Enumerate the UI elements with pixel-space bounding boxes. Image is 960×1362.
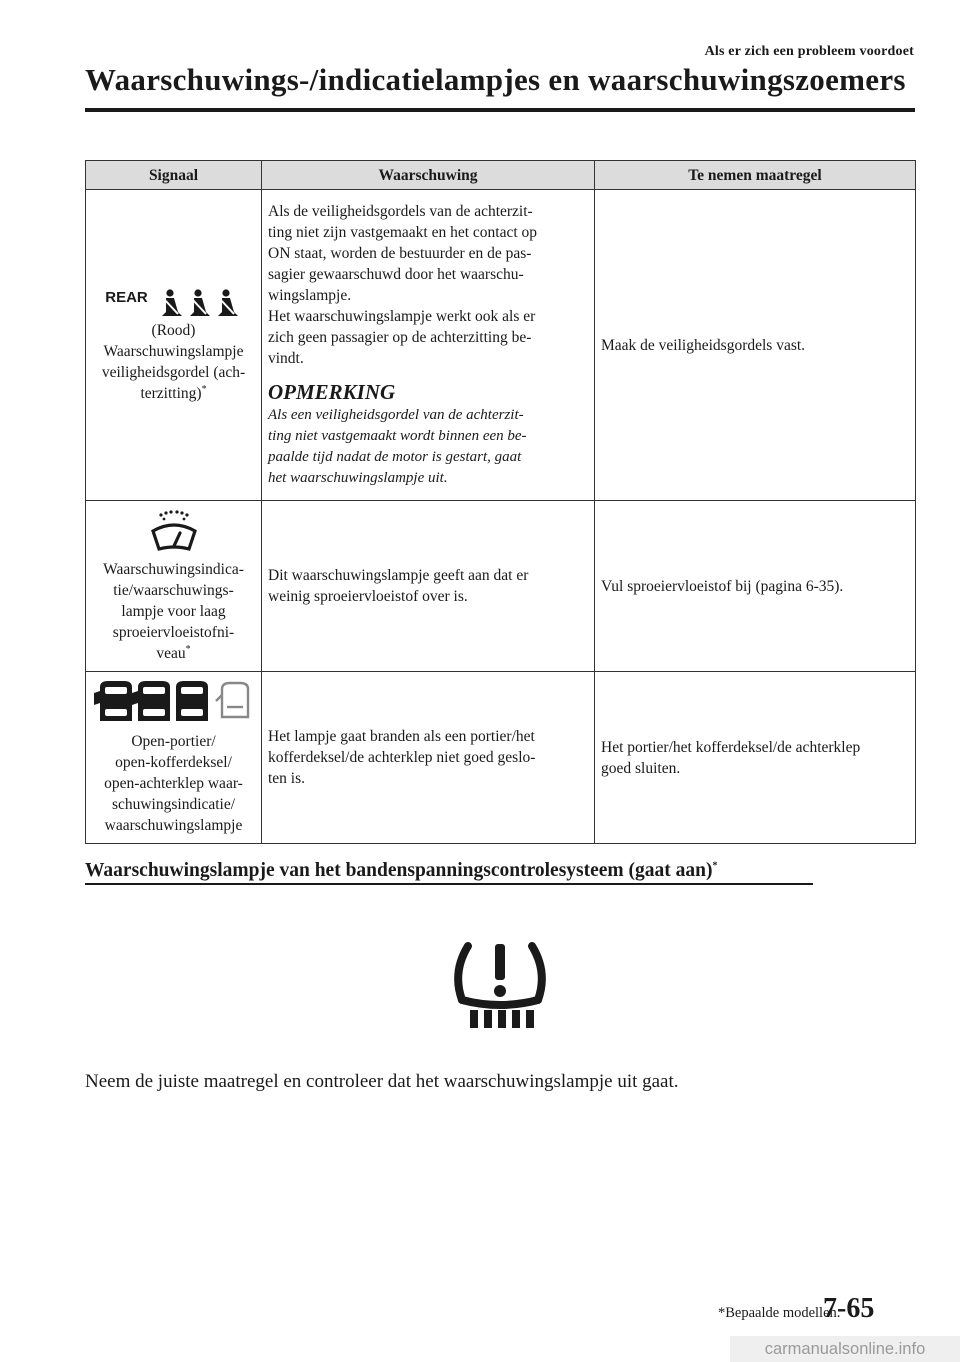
footnote-asterisk: *	[185, 643, 191, 655]
action-cell	[595, 190, 916, 501]
signal-line: waarschuwingslampje	[104, 817, 243, 834]
signal-label	[92, 559, 255, 664]
tire-pressure-warning-icon	[448, 938, 552, 1035]
signal-line: veiligheidsgordel (ach-	[101, 363, 246, 381]
rear-label: REAR	[105, 288, 148, 306]
table-row	[86, 190, 916, 501]
rear-seatbelt-icon	[92, 287, 255, 318]
signal-line: lampje voor laag	[121, 602, 226, 620]
column-header-signal: Signaal	[86, 161, 262, 190]
signal-label	[92, 320, 255, 404]
note-text: Als een veiligheidsgordel van de achterzit- ting niet vastgemaakt wordt binnen een be- paalde tijd nadat de motor is gestart, gaat het waarschuwingslampje uit.	[268, 407, 527, 486]
door-open-icon	[92, 679, 255, 725]
signal-line: Waarschuwingslampje	[103, 342, 244, 360]
section-label: Als er zich een probleem voordoet	[704, 44, 914, 59]
warning-cell	[262, 190, 595, 501]
warning-cell	[262, 672, 595, 844]
table-row	[86, 501, 916, 672]
signal-cell	[86, 190, 262, 501]
footnote: *Bepaalde modellen.	[718, 1305, 841, 1321]
signal-label	[92, 731, 255, 836]
signal-line: veau*	[156, 643, 191, 662]
table-row	[86, 672, 916, 844]
warning-text: Het lampje gaat branden als een portier/het kofferdeksel/de achterklep niet goed geslo- ten is.	[268, 728, 536, 787]
signal-line: tie/waarschuwings-	[113, 581, 234, 599]
footnote-asterisk: *	[712, 860, 718, 872]
action-cell	[595, 501, 916, 672]
signal-line: open-achterklep waar-	[104, 775, 243, 792]
washer-fluid-icon	[92, 509, 255, 553]
watermark: carmanualsonline.info	[730, 1336, 960, 1362]
note-heading: OPMERKING	[268, 380, 396, 404]
column-header-warning: Waarschuwing	[262, 161, 595, 190]
warning-lamp-table	[85, 160, 916, 844]
page-number: 7-65	[823, 1293, 875, 1324]
signal-cell	[86, 672, 262, 844]
signal-line: terzitting)*	[140, 383, 207, 402]
seatbelt-person-icons	[158, 288, 242, 318]
action-text: Vul sproeiervloeistof bij (pagina 6-35).	[601, 577, 844, 595]
signal-cell	[86, 501, 262, 672]
instruction-text: Neem de juiste maatregel en controleer dat het waarschuwingslampje uit gaat.	[85, 1071, 679, 1092]
subsection-divider	[85, 883, 813, 885]
signal-line: Open-portier/	[131, 733, 216, 750]
table-header-row	[86, 161, 916, 190]
warning-text: Als de veiligheidsgordels van de achterzit- ting niet zijn vastgemaakt en het contact op ON staat, worden de bestuurder en de pas- sagier gewaarschuwd door het waarschu- wingslampje. Het waarschuwingslampje werkt ook als er zich geen passagier op de achterzitting be- vindt.	[268, 203, 538, 367]
action-cell	[595, 672, 916, 844]
warning-cell	[262, 501, 595, 672]
warning-text: Dit waarschuwingslampje geeft aan dat er weinig sproeiervloeistof over is.	[268, 567, 529, 605]
signal-line: (Rood)	[151, 321, 196, 339]
action-text: Het portier/het kofferdeksel/de achterklep goed sluiten.	[601, 738, 861, 777]
signal-line: open-kofferdeksel/	[115, 754, 232, 771]
signal-line: schuwingsindicatie/	[111, 796, 236, 813]
title-divider	[85, 108, 915, 112]
signal-line: sproeiervloeistofni-	[112, 623, 235, 641]
column-header-action: Te nemen maatregel	[595, 161, 916, 190]
footnote-asterisk: *	[201, 383, 207, 395]
action-text: Maak de veiligheidsgordels vast.	[601, 336, 806, 354]
signal-line: Waarschuwingsindica-	[103, 560, 244, 578]
subsection-heading: Waarschuwingslampje van het bandenspanningscontrolesysteem (gaat aan)*	[85, 860, 718, 881]
chapter-title: Waarschuwings-/indicatielampjes en waarschuwingszoemers	[85, 62, 906, 97]
